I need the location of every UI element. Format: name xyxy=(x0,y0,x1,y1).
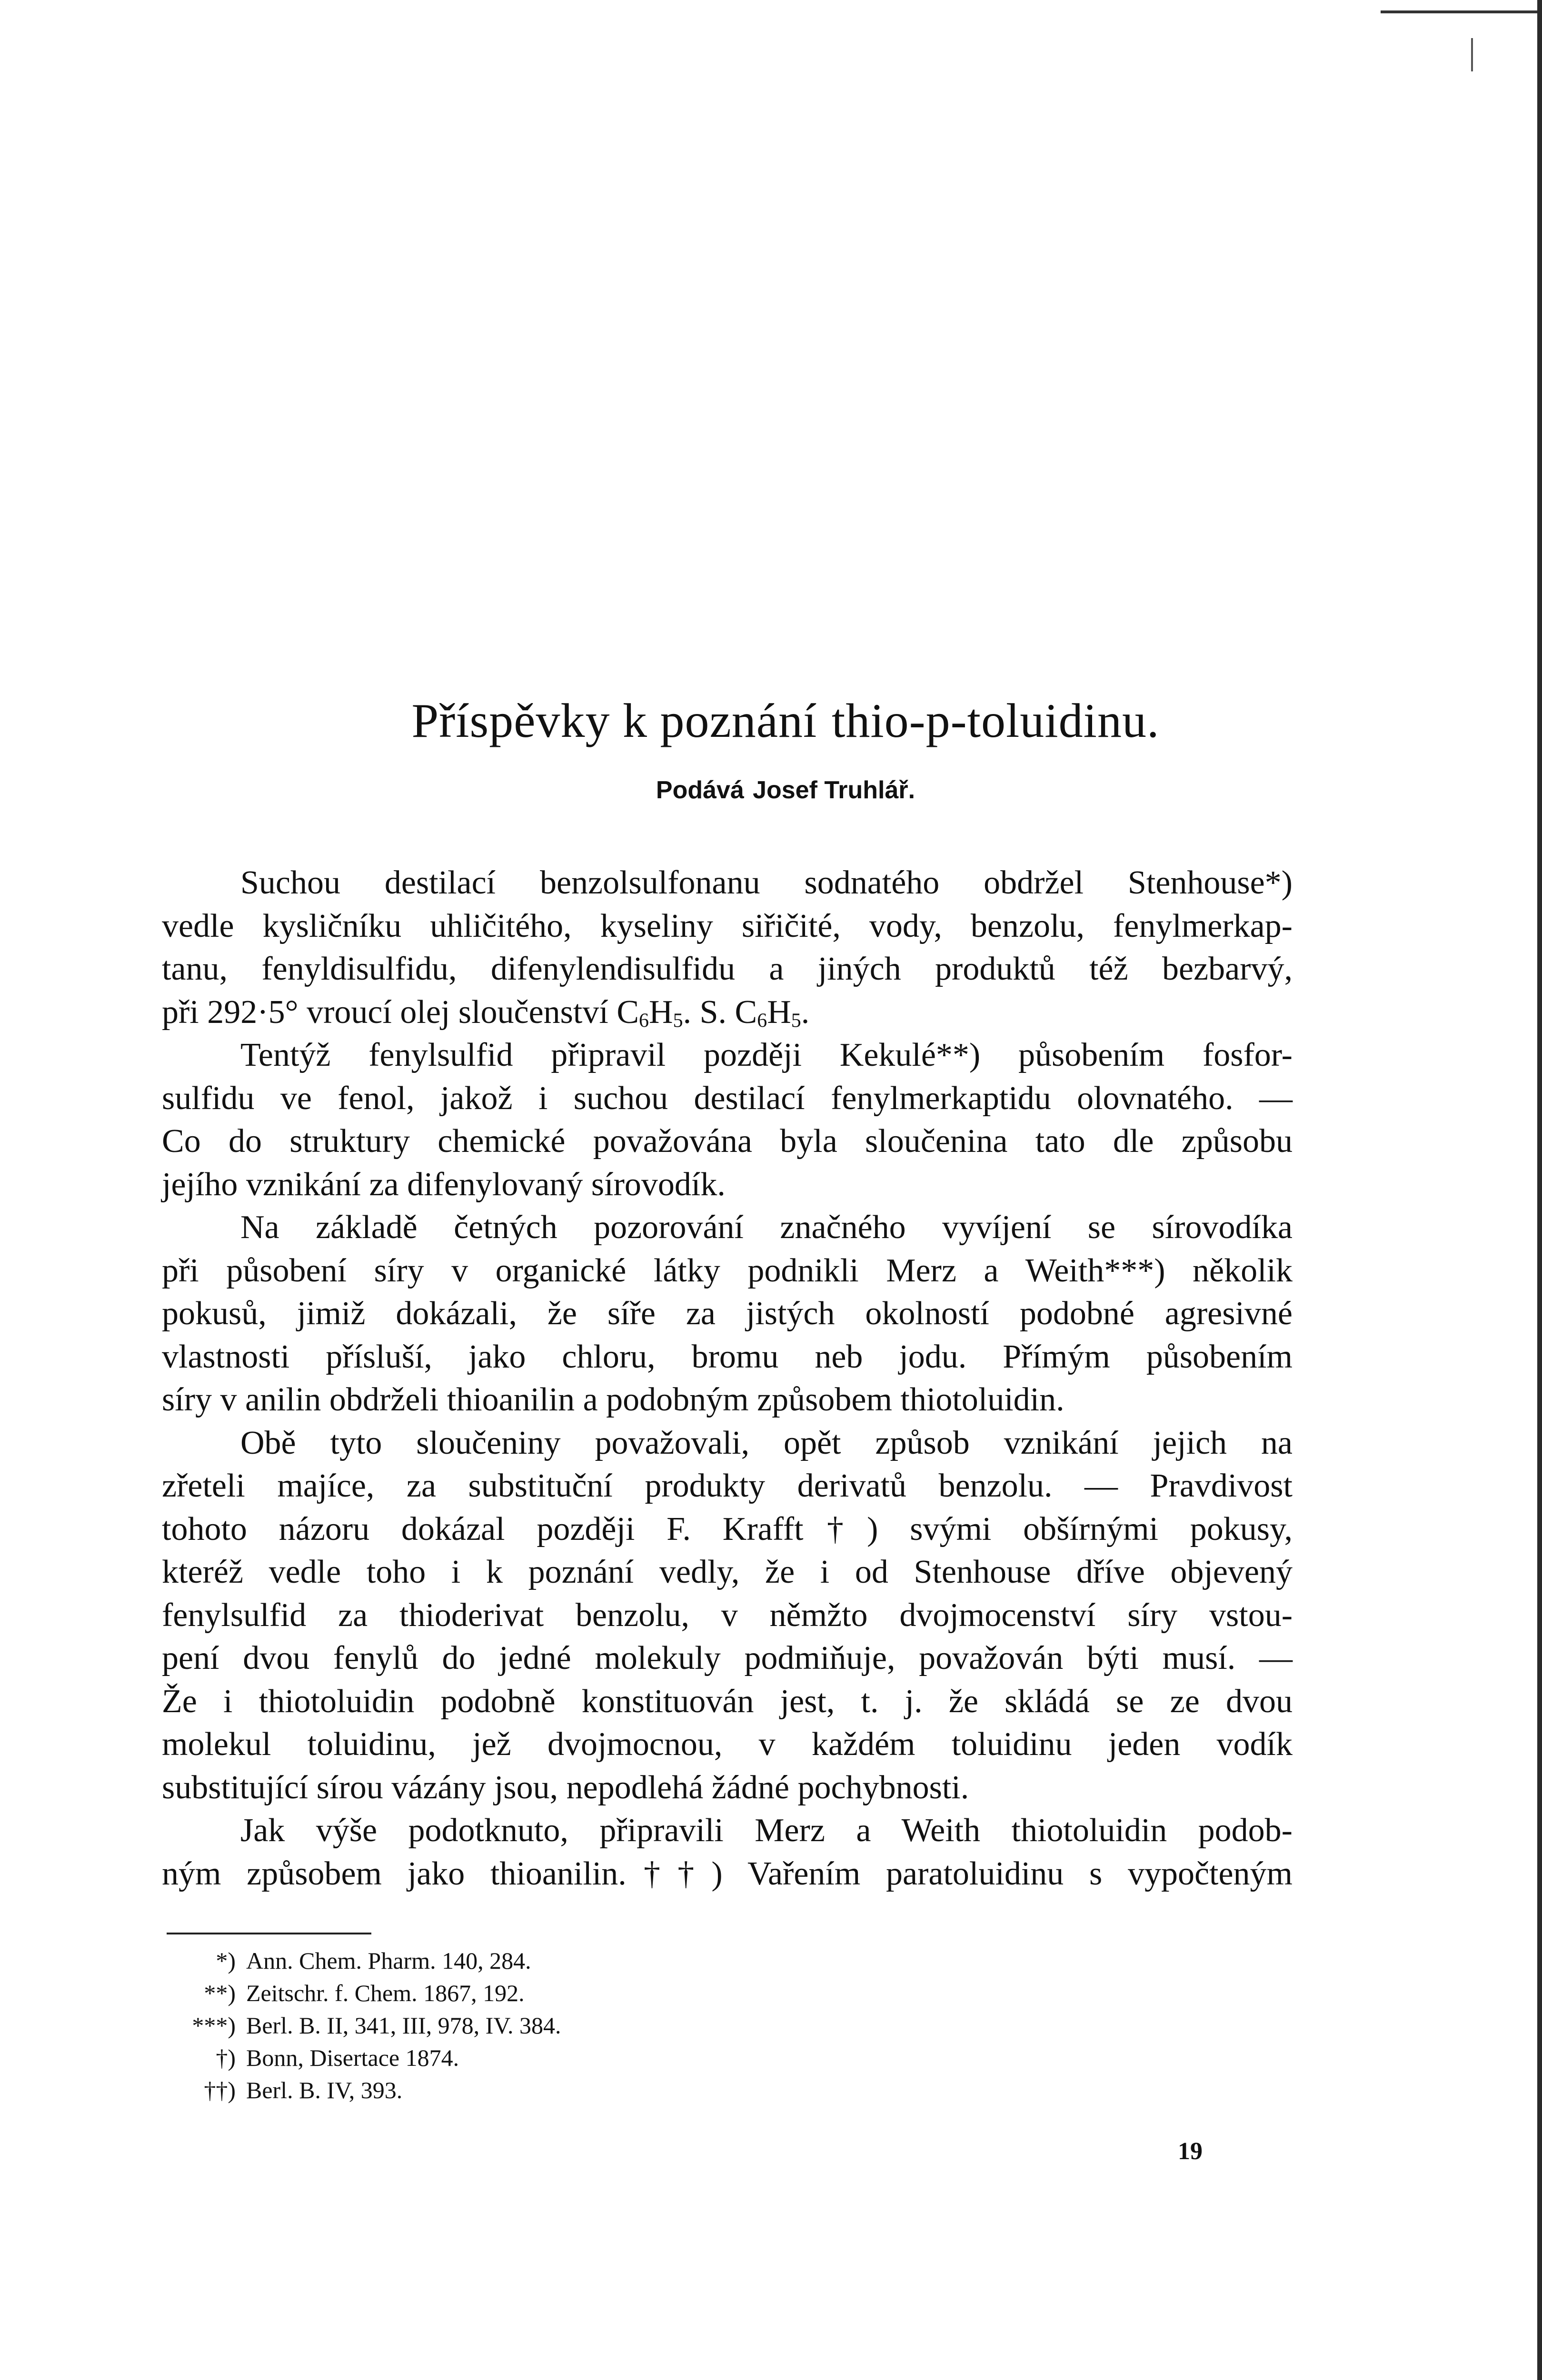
text-line: vedle kysličníku uhličitého, kyseliny siřičité, vody, benzolu, fenylmerkap- xyxy=(162,907,1293,944)
text-line: Co do struktury chemické považována byla sloučenina tato dle způsobu xyxy=(162,1123,1293,1160)
text-line: fenylsulfid za thioderivat benzolu, v němžto dvojmocenství síry vstou- xyxy=(162,1597,1293,1634)
page-number: 19 xyxy=(1178,2138,1203,2165)
text-line: síry v anilin obdrželi thioanilin a podobným způsobem thiotoluidin. xyxy=(162,1381,1064,1418)
text-line: substitující sírou vázány jsou, nepodlehá žádné pochybnosti. xyxy=(162,1769,969,1806)
footnote-mark: ***) xyxy=(192,2012,236,2039)
footnote-mark: **) xyxy=(204,1980,236,2006)
footnote-text: Ann. Chem. Pharm. 140, 284. xyxy=(246,1947,531,1974)
formula-line: při 292·5° vroucí olej sloučenství $C_6H_5$. S. $C_6H_5$. xyxy=(162,993,810,1031)
text-line: jejího vznikání za difenylovaný sírovodík. xyxy=(162,1166,726,1203)
footnote xyxy=(162,2009,781,2042)
footnote-mark: *) xyxy=(216,1947,236,1974)
text-line: zřeteli majíce, za substituční produkty derivatů benzolu. — Pravdivost xyxy=(162,1468,1293,1504)
text-line: tohoto názoru dokázal později F. Krafft†) svými obšírnými pokusy, xyxy=(162,1510,1293,1547)
footnote-text: Berl. B. II, 341, III, 978, IV. 384. xyxy=(246,2012,561,2039)
byline-author: Josef Truhlář. xyxy=(753,776,915,804)
footnote-text: Bonn, Disertace 1874. xyxy=(246,2044,459,2071)
text-line: molekul toluidinu, jež dvojmocnou, v každém toluidinu jeden vodík xyxy=(162,1726,1293,1763)
text-line: Na základě četných pozorování značného vyvíjení se sírovodíka xyxy=(240,1209,1293,1246)
footnote xyxy=(162,1977,781,2009)
footnote xyxy=(162,1944,781,1977)
text-line: Obě tyto sloučeniny považovali, opět způsob vznikání jejich na xyxy=(240,1424,1293,1461)
article-body xyxy=(162,862,1293,1895)
text-line: Jak výše podotknuto, připravili Merz a Weith thiotoluidin podob- xyxy=(240,1812,1293,1849)
text-line: vlastnosti přísluší, jako chloru, bromu neb jodu. Přímým působením xyxy=(162,1338,1293,1375)
text-line: kteréž vedle toho i k poznání vedly, že i od Stenhouse dříve objevený xyxy=(162,1554,1293,1590)
footnote xyxy=(162,2042,781,2074)
scan-edge-top xyxy=(1381,10,1542,13)
footnotes xyxy=(162,1944,781,2106)
byline xyxy=(162,774,1409,807)
byline-prefix: Podává xyxy=(656,776,744,804)
scan-mark xyxy=(1471,38,1473,71)
title-part-2: thio-p-toluidinu. xyxy=(832,694,1160,748)
text-line: Tentýž fenylsulfid připravil později Kekulé**) působením fosfor- xyxy=(240,1037,1293,1073)
title-part-1: Příspěvky k poznání xyxy=(411,694,817,748)
text-line: sulfidu ve fenol, jakož i suchou destilací fenylmerkaptidu olovnatého. — xyxy=(162,1080,1293,1117)
footnote-divider xyxy=(167,1933,371,1934)
text-line: Že i thiotoluidin podobně konstituován jest, t. j. že skládá se ze dvou xyxy=(162,1683,1293,1720)
footnote xyxy=(162,2074,781,2106)
footnote-mark: †) xyxy=(216,2044,236,2071)
text-line: pení dvou fenylů do jedné molekuly podmiňuje, považován býti musí. — xyxy=(162,1640,1293,1676)
text-line: ným způsobem jako thioanilin.††) Vařením paratoluidinu s vypočteným xyxy=(162,1855,1293,1892)
page-title xyxy=(162,693,1409,750)
text-line: Suchou destilací benzolsulfonanu sodnatého obdržel Stenhouse*) xyxy=(240,864,1293,901)
text-line: tanu, fenyldisulfidu, difenylendisulfidu a jiných produktů též bezbarvý, xyxy=(162,951,1293,987)
footnote-mark: ††) xyxy=(204,2077,236,2103)
text-line: při působení síry v organické látky podnikli Merz a Weith***) několik xyxy=(162,1252,1293,1289)
text-line: pokusů, jimiž dokázali, že síře za jistých okolností podobné agresivné xyxy=(162,1295,1293,1332)
scan-edge-right xyxy=(1537,0,1542,2380)
footnote-text: Zeitschr. f. Chem. 1867, 192. xyxy=(246,1980,525,2006)
footnote-text: Berl. B. IV, 393. xyxy=(246,2077,403,2103)
